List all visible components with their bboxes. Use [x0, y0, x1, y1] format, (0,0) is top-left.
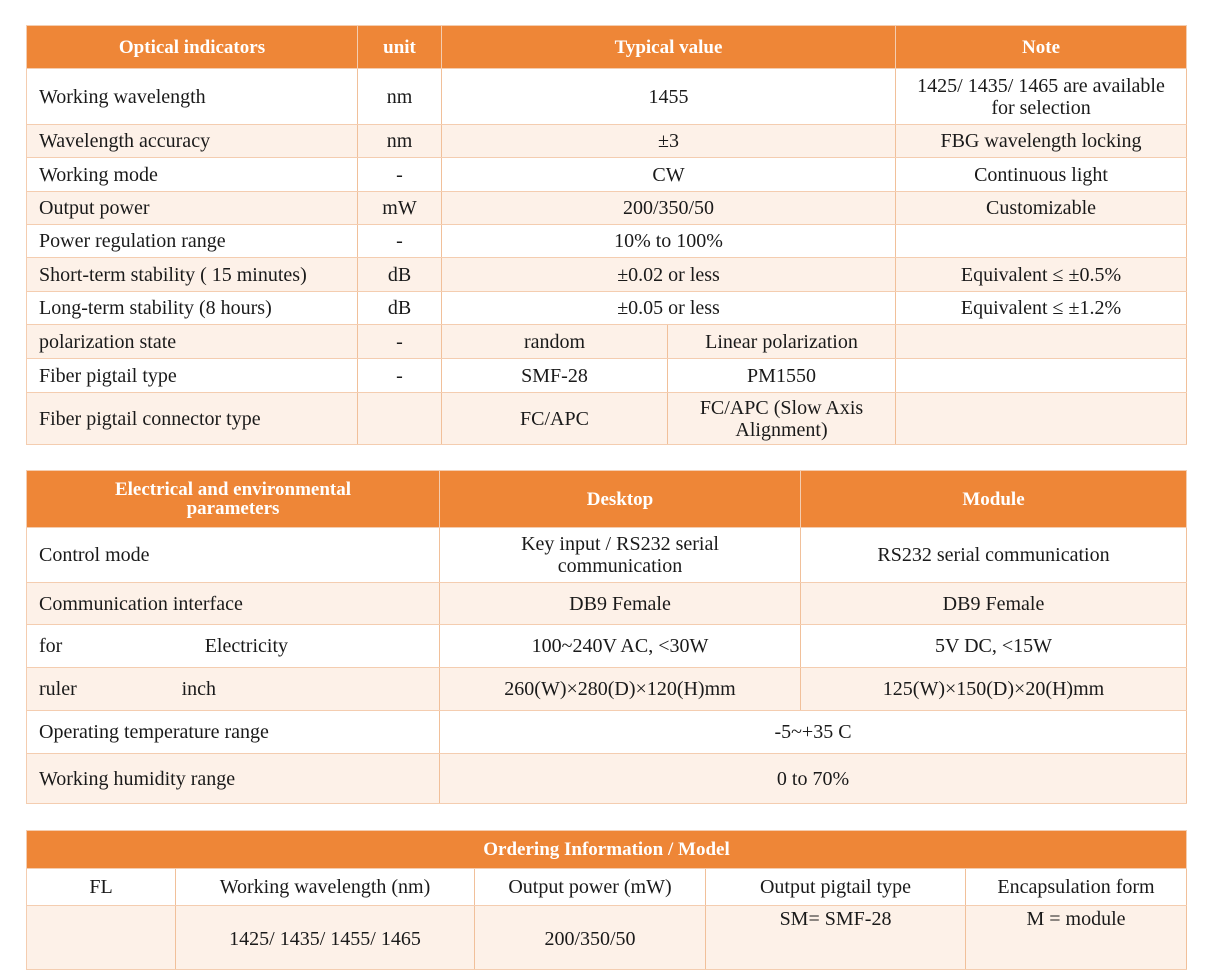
- value-a-cell: random: [442, 325, 668, 359]
- value-cell: ±0.05 or less: [442, 292, 896, 325]
- header-module: Module: [801, 471, 1187, 528]
- power-cell: 200/350/50: [475, 906, 706, 970]
- table-row: [27, 668, 1187, 711]
- value-b-cell: PM1550: [668, 359, 896, 393]
- unit-cell: -: [358, 158, 442, 192]
- param-cell: Fiber pigtail connector type: [27, 393, 358, 445]
- optical-indicators-table: [26, 25, 1187, 445]
- unit-cell: -: [358, 359, 442, 393]
- value-a-cell: SMF-28: [442, 359, 668, 393]
- table-row: [27, 225, 1187, 258]
- table-row: [27, 158, 1187, 192]
- desktop-cell: 260(W)×280(D)×120(H)mm: [440, 668, 801, 711]
- header-typical-value: Typical value: [442, 26, 896, 69]
- header-output-pigtail-type: Output pigtail type: [706, 869, 966, 906]
- unit-cell: nm: [358, 125, 442, 158]
- header-working-wavelength: Working wavelength (nm): [176, 869, 475, 906]
- table-row: [27, 625, 1187, 668]
- param-part-b: inch: [181, 678, 216, 700]
- encapsulation-cell: M = module: [966, 906, 1187, 970]
- value-cell: CW: [442, 158, 896, 192]
- table-row: [27, 711, 1187, 754]
- unit-cell: [358, 393, 442, 445]
- param-cell: Fiber pigtail type: [27, 359, 358, 393]
- note-cell: Equivalent ≤ ±0.5%: [896, 258, 1187, 292]
- param-part-a: for: [39, 635, 63, 657]
- table-row: [27, 69, 1187, 125]
- module-cell: DB9 Female: [801, 583, 1187, 625]
- value-cell: 1455: [442, 69, 896, 125]
- unit-cell: dB: [358, 292, 442, 325]
- table-row: [27, 292, 1187, 325]
- wavelength-cell: 1425/ 1435/ 1455/ 1465: [176, 906, 475, 970]
- param-cell: [27, 625, 440, 668]
- note-cell: 1425/ 1435/ 1465 are available for selection: [896, 69, 1187, 125]
- value-cell: -5~+35 C: [440, 711, 1187, 754]
- header-encapsulation-form: Encapsulation form: [966, 869, 1187, 906]
- header-output-power: Output power (mW): [475, 869, 706, 906]
- param-cell: polarization state: [27, 325, 358, 359]
- header-optical-indicators: Optical indicators: [27, 26, 358, 69]
- value-a-cell: FC/APC: [442, 393, 668, 445]
- param-cell: Working humidity range: [27, 754, 440, 804]
- ordering-information-table: [26, 830, 1187, 970]
- note-cell: Equivalent ≤ ±1.2%: [896, 292, 1187, 325]
- pigtail-cell: SM= SMF-28: [706, 906, 966, 970]
- table-row: [27, 325, 1187, 359]
- unit-cell: -: [358, 225, 442, 258]
- table-row: [27, 125, 1187, 158]
- header-fl: FL: [27, 869, 176, 906]
- header-unit: unit: [358, 26, 442, 69]
- ordering-title: Ordering Information / Model: [27, 831, 1187, 869]
- table-row: [27, 359, 1187, 393]
- param-cell: Wavelength accuracy: [27, 125, 358, 158]
- header-note: Note: [896, 26, 1187, 69]
- param-cell: Working mode: [27, 158, 358, 192]
- header-electrical-parameters: Electrical and environmental parameters: [27, 471, 440, 528]
- optical-header-row: [27, 26, 1187, 69]
- table-row: [27, 528, 1187, 583]
- unit-cell: -: [358, 325, 442, 359]
- param-cell: [27, 668, 440, 711]
- param-part-b: Electricity: [204, 635, 288, 657]
- unit-cell: nm: [358, 69, 442, 125]
- param-cell: Control mode: [27, 528, 440, 583]
- value-b-cell: FC/APC (Slow Axis Alignment): [668, 393, 896, 445]
- fl-cell: [27, 906, 176, 970]
- param-cell: Output power: [27, 192, 358, 225]
- desktop-cell: DB9 Female: [440, 583, 801, 625]
- unit-cell: dB: [358, 258, 442, 292]
- table-row: [27, 192, 1187, 225]
- table-row: [27, 393, 1187, 445]
- table-row: [27, 754, 1187, 804]
- note-cell: [896, 325, 1187, 359]
- param-cell: Operating temperature range: [27, 711, 440, 754]
- note-cell: Customizable: [896, 192, 1187, 225]
- header-desktop: Desktop: [440, 471, 801, 528]
- desktop-cell: 100~240V AC, <30W: [440, 625, 801, 668]
- note-cell: Continuous light: [896, 158, 1187, 192]
- param-cell: Working wavelength: [27, 69, 358, 125]
- value-cell: 200/350/50: [442, 192, 896, 225]
- module-cell: RS232 serial communication: [801, 528, 1187, 583]
- ordering-title-row: [27, 831, 1187, 869]
- note-cell: [896, 359, 1187, 393]
- electrical-parameters-table: [26, 470, 1187, 804]
- note-cell: FBG wavelength locking: [896, 125, 1187, 158]
- module-cell: 5V DC, <15W: [801, 625, 1187, 668]
- param-cell: Power regulation range: [27, 225, 358, 258]
- table-row: [27, 906, 1187, 970]
- desktop-cell: Key input / RS232 serial communication: [440, 528, 801, 583]
- param-cell: Short-term stability ( 15 minutes): [27, 258, 358, 292]
- note-cell: [896, 393, 1187, 445]
- value-cell: ±3: [442, 125, 896, 158]
- value-cell: 0 to 70%: [440, 754, 1187, 804]
- table-row: [27, 583, 1187, 625]
- unit-cell: mW: [358, 192, 442, 225]
- value-cell: 10% to 100%: [442, 225, 896, 258]
- note-cell: [896, 225, 1187, 258]
- value-b-cell: Linear polarization: [668, 325, 896, 359]
- table-row: [27, 258, 1187, 292]
- ordering-header-row: [27, 869, 1187, 906]
- param-part-a: ruler: [39, 678, 77, 700]
- module-cell: 125(W)×150(D)×20(H)mm: [801, 668, 1187, 711]
- param-cell: Long-term stability (8 hours): [27, 292, 358, 325]
- param-cell: Communication interface: [27, 583, 440, 625]
- value-cell: ±0.02 or less: [442, 258, 896, 292]
- electrical-header-row: [27, 471, 1187, 528]
